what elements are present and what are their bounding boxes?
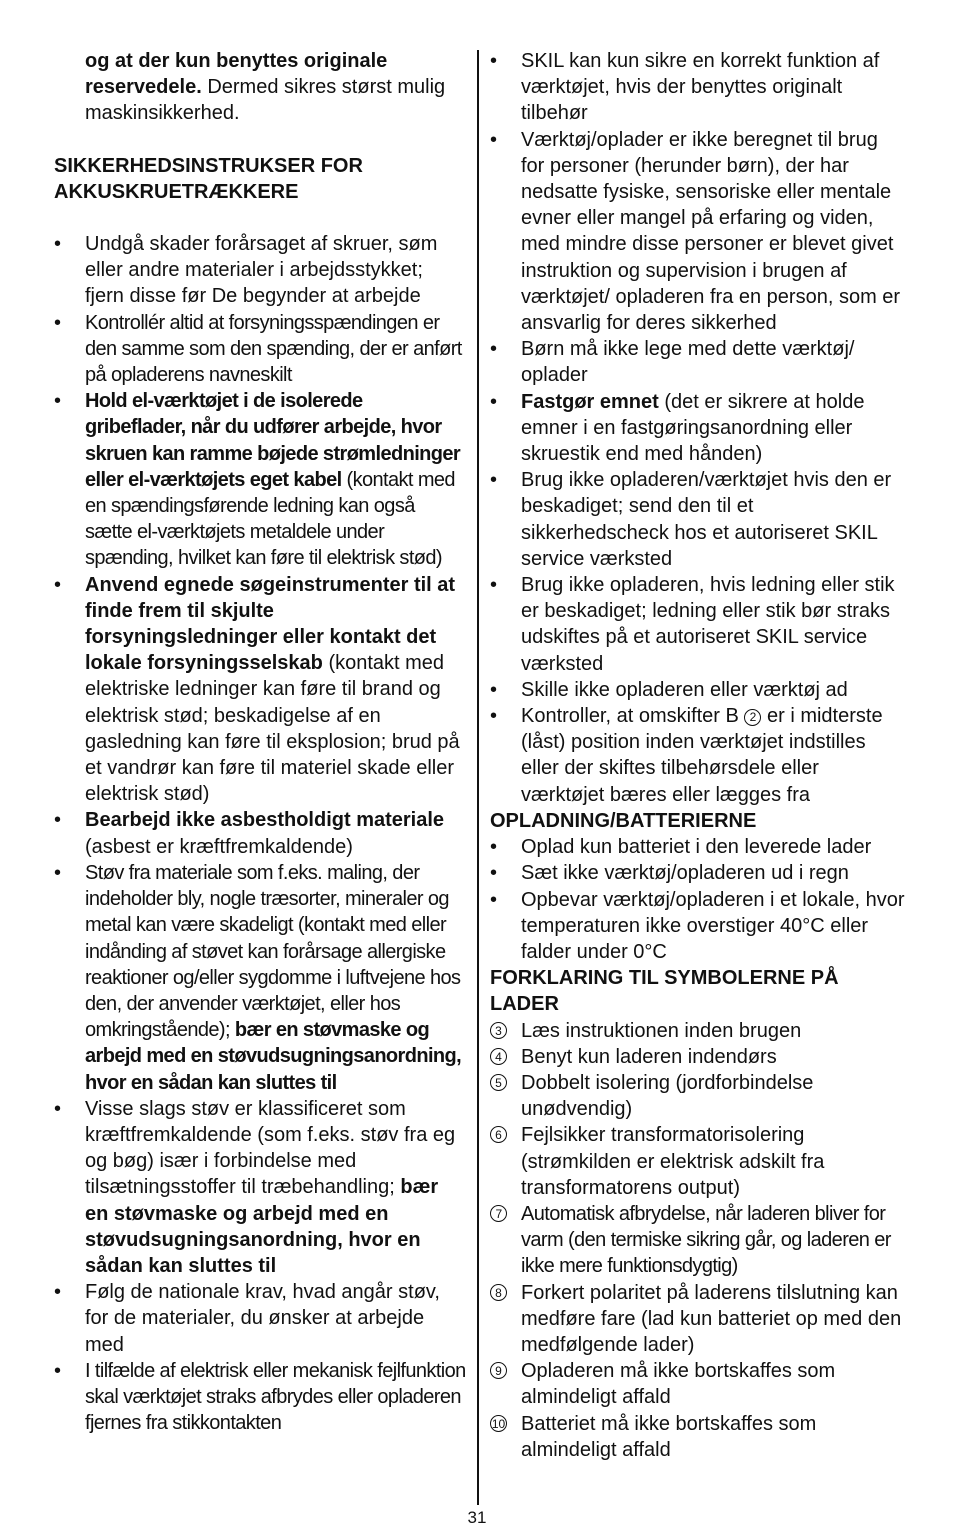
list-item: • Undgå skader forårsaget af skruer, søm eller andre materialer i arbejdsstykket; fjern disse før De begynder at arbejde [54,233,438,308]
symbol-item: 7 Automatisk afbrydelse, når laderen bliver for varm (den termiske sikring går, og laderen er ikke mere funktionsdygtig) [490,1201,906,1280]
list-item: • Bearbejd ikke asbestholdigt materiale (asbest er kræftfremkaldende) [54,809,445,858]
charging-list [490,834,906,965]
list-item: • I tilfælde af elektrisk eller mekanisk fejlfunktion skal værktøjet straks afbrydes eller opladeren fjernes fra stikkontakten [54,1359,466,1435]
list-item: • Børn må ikke lege med dette værktøj/ oplader [490,338,855,387]
bullet-icon: • [490,50,498,72]
list-item: • Visse slags støv er klassificeret som kræftfremkaldende (som f.eks. støv fra eg og bøg) især i forbindelse med tilsætningsstoffer til træbehandling; bær en støvmaske og arbejd med en støvudsugningsanordning, hvor en sådan kan sluttes til [54,1097,456,1277]
bullet-icon: • [490,678,498,701]
circled-number: 3 [490,1022,507,1039]
bullet-icon: • [54,311,61,334]
intro-rest: Dermed sikres størst mulig maskinsikkerhed. [85,76,446,125]
bullet-icon: • [490,574,498,597]
bullet-icon: • [54,390,61,413]
bullet-icon: • [54,1359,61,1382]
bullet-icon: • [54,861,61,884]
left-column [54,48,466,1436]
list-item: • Skille ikke opladeren eller værktøj ad [490,677,906,703]
circled-number: 4 [490,1048,507,1065]
general-list [490,48,906,808]
circled-number: 6 [490,1126,507,1143]
list-item: • Værktøj/oplader er ikke beregnet til brug for personer (herunder børn), der har nedsatte fysiske, sensoriske eller mentale evner eller mangel på erfaring og viden, med mindre disse personer er blevet givet instruktion og supervision i brugen af værktøjet/ opladeren fra en person, som er ansvarlig for deres sikkerhed [490,128,901,335]
bullet-icon: • [54,573,62,596]
charging-heading: OPLADNING/BATTERIERNE [490,809,757,832]
list-item: • Anvend egnede søgeinstrumenter til at finde frem til skjulte forsyningsledninger eller kontakt det lokale forsyningsselskab (kontakt med elektriske ledninger kan føre til brand og elektrisk stød; beskadigelse af en gasledning kan føre til eksplosion; brud på et vandrør kan føre til materiel skade eller elektrisk stød) [54,573,460,806]
list-item: • Brug ikke opladeren, hvis ledning eller stik er beskadiget; ledning eller stik bør straks udskiftes på et autoriseret SKIL service værksted [490,574,895,675]
bullet-icon: • [490,128,498,151]
bullet-icon: • [54,233,62,256]
page-number: 31 [467,1508,487,1527]
column-divider [477,50,479,1505]
circled-number: 8 [490,1284,507,1301]
list-item: • Kontrollér altid at forsyningsspændingen er den samme som den spænding, der er anført på opladerens navneskilt [54,311,462,387]
intro-paragraph [54,48,466,127]
right-column [490,48,906,1463]
symbol-item: 9 Opladeren må ikke bortskaffes som almindeligt affald [490,1358,906,1410]
intro-bold: og at der kun benyttes originale reservedele. [85,50,388,99]
bullet-icon: • [490,888,498,911]
list-item: • Følg de nationale krav, hvad angår støv, for de materialer, du ønsker at arbejde med [54,1281,440,1356]
symbol-item: 6 Fejlsikker transformatorisolering (strømkilden er elektrisk adskilt fra transformatorens output) [490,1122,906,1201]
bullet-icon: • [490,338,498,361]
list-item: • Fastgør emnet (det er sikrere at holde emner i en fastgøringsanordning eller skruestik end med hånden) [490,390,865,466]
bullet-icon: • [490,469,498,492]
symbol-item: 3 Læs instruktionen inden brugen [490,1018,906,1044]
bullet-icon: • [54,809,62,832]
list-item: • Oplad kun batteriet i den leverede lader [490,834,906,860]
list-item: • Støv fra materiale som f.eks. maling, der indeholder bly, nogle træsorter, mineraler og metal kan være skadeligt (kontakt med eller indånding af støvet kan forårsage allergiske reaktioner og/eller sygdomme i luftvejene hos den, der anvender værktøjet, eller hos omkringstående); bær en støvmaske og arbejd med en støvudsugningsanordning, hvor en sådan kan sluttes til [54,861,462,1094]
bullet-icon: • [490,836,498,859]
list-item: • Opbevar værktøj/opladeren i et lokale, hvor temperaturen ikke overstiger 40°C eller falder under 0°C [490,888,905,963]
symbol-item: 10 Batteriet må ikke bortskaffes som almindeligt affald [491,1412,817,1461]
bullet-icon: • [490,390,498,413]
circled-number: 9 [490,1362,507,1379]
safety-list [54,231,466,1436]
list-item: • Kontroller, at omskifter B 2 er i midterste (låst) position inden værktøjet indstilles eller der skiftes tilbehørsdele eller værktøjet bæres eller lægges fra [490,705,883,806]
symbol-item: 8 Forkert polaritet på laderens tilslutning kan medføre fare (lad kun batteriet op med den medfølgende lader) [490,1280,906,1359]
list-item: • Sæt ikke værktøj/opladeren ud i regn [490,860,906,886]
safety-heading: SIKKERHEDSINSTRUKSER FOR AKKUSKRUETRÆKKERE [54,154,363,203]
bullet-icon: • [490,705,498,728]
symbols-list [490,1018,906,1463]
symbols-heading: FORKLARING TIL SYMBOLERNE PÅ LADER [490,967,839,1016]
list-item: • Hold el-værktøjet i de isolerede gribeflader, når du udfører arbejde, hvor skruen kan ramme bøjede strømledninger eller el-værktøjets eget kabel (kontakt med en spændingsførende ledning kan også sætte el-værktøjets metaldele under spænding, hvilket kan føre til elektrisk stød) [54,390,461,570]
switch-ref-number: 2 [744,709,761,726]
circled-number: 5 [490,1074,507,1091]
list-item: • SKIL kan kun sikre en korrekt funktion af værktøjet, hvis der benyttes originalt tilbehør [490,50,880,125]
bullet-icon: • [54,1097,62,1120]
bullet-icon: • [490,862,498,885]
bullet-icon: • [54,1281,62,1304]
circled-number: 7 [490,1205,507,1222]
circled-number: 10 [491,1416,506,1431]
list-item: • Brug ikke opladeren/værktøjet hvis den er beskadiget; send den til et sikkerhedscheck hos et autoriseret SKIL service værksted [490,469,892,570]
symbol-item: 5 Dobbelt isolering (jordforbindelse unødvendig) [490,1070,906,1122]
symbol-item: 4 Benyt kun laderen indendørs [490,1044,906,1070]
